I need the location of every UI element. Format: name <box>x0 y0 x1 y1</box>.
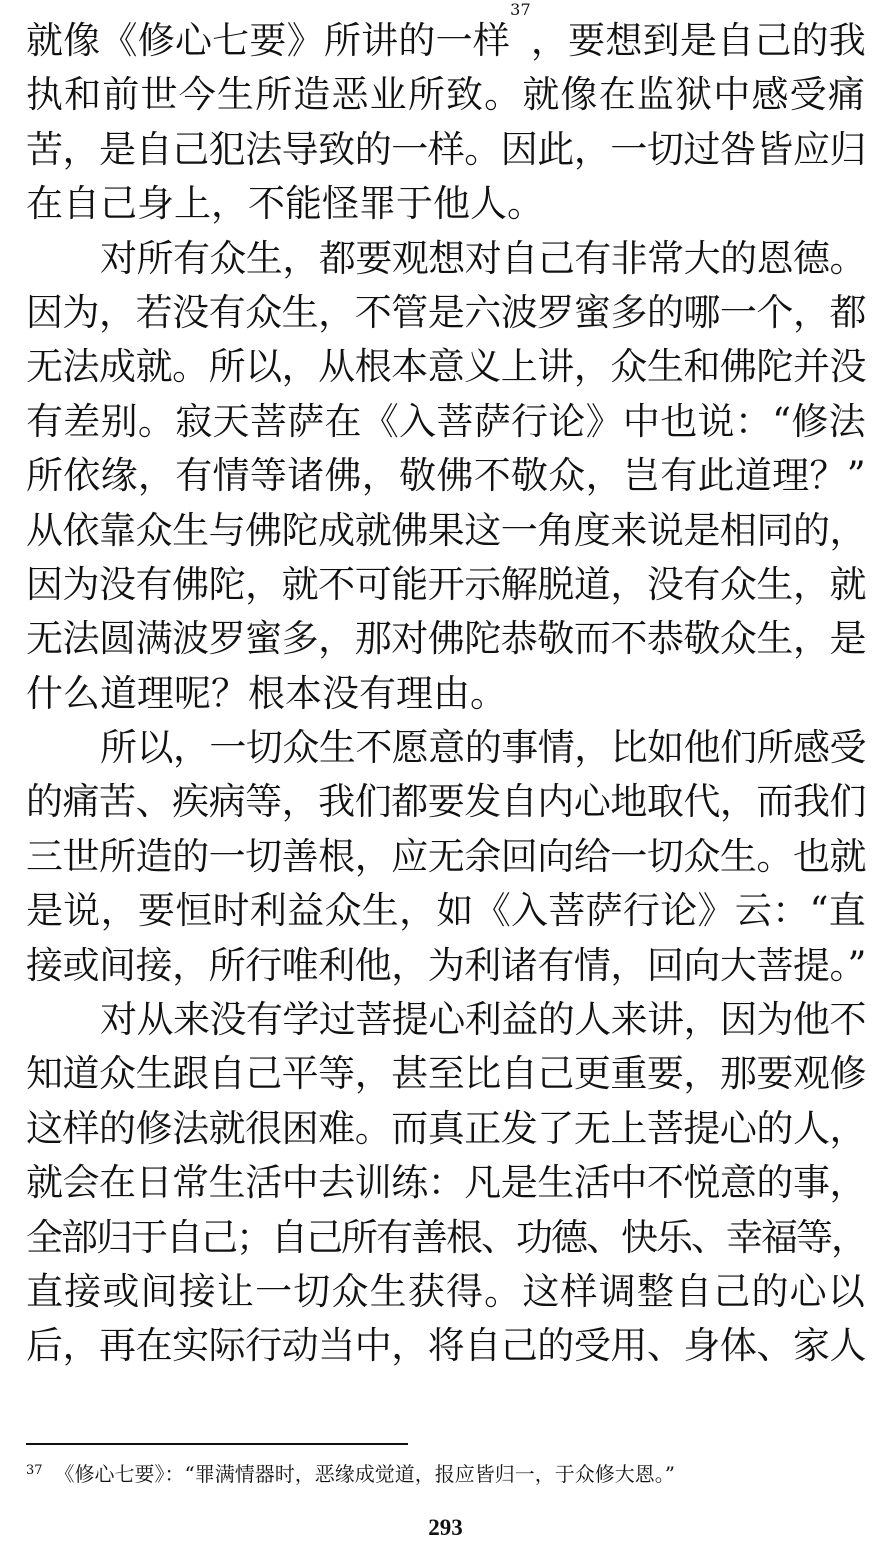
text-line: 的痛苦、疾病等，我们都要发自内心地取代，而我们 <box>26 780 866 824</box>
footnote-reference[interactable]: 37 <box>510 0 531 19</box>
page-number: 293 <box>428 1515 463 1540</box>
text-line: 有差别。寂天菩萨在《入菩萨行论》中也说：“修法 <box>26 399 866 443</box>
text-line: 这样的修法就很困难。而真正发了无上菩提心的人， <box>26 1106 866 1150</box>
text-line: 因为，若没有众生，不管是六波罗蜜多的哪一个，都 <box>26 290 866 334</box>
text-line: 全部归于自己；自己所有善根、功德、快乐、幸福等， <box>26 1215 866 1259</box>
text-line: 所依缘，有情等诸佛，敬佛不敬众，岂有此道理？” <box>26 454 866 498</box>
text-line: 什么道理呢？根本没有理由。 <box>26 671 507 715</box>
text-line: 无法圆满波罗蜜多，那对佛陀恭敬而不恭敬众生，是 <box>26 617 866 661</box>
text-segment: ，要想到是自己的我 <box>530 19 867 62</box>
text-line <box>26 0 867 68</box>
paragraph-first-line: 对所有众生，都要观想对自己有非常大的恩德。 <box>100 236 866 280</box>
paragraph-first-line: 所以，一切众生不愿意的事情，比如他们所感受 <box>100 726 866 770</box>
footnote-number: 37 <box>26 1463 43 1478</box>
body-text <box>26 0 867 1374</box>
text-line: 直接或间接让一切众生获得。这样调整自己的心以 <box>26 1269 866 1313</box>
text-line: 在自己身上，不能怪罪于他人。 <box>26 182 544 226</box>
text-segment: 就像《修心七要》所讲的一样 <box>26 19 511 62</box>
text-line: 因为没有佛陀，就不可能开示解脱道，没有众生，就 <box>26 562 866 606</box>
footnote-text: 《修心七要》：“罪满情器时，恶缘成觉道，报应皆归一，于众修大恩。” <box>54 1462 675 1486</box>
text-line: 就会在日常生活中去训练：凡是生活中不悦意的事， <box>26 1161 866 1205</box>
text-line: 后，再在实际行动当中，将自己的受用、身体、家人 <box>26 1324 866 1368</box>
text-line: 无法成就。所以，从根本意义上讲，众生和佛陀并没 <box>26 345 866 389</box>
text-line: 执和前世今生所造恶业所致。就像在监狱中感受痛 <box>26 73 866 117</box>
text-line: 从依靠众生与佛陀成就佛果这一角度来说是相同的， <box>26 508 866 552</box>
text-line: 三世所造的一切善根，应无余回向给一切众生。也就 <box>26 834 866 878</box>
footnote-divider <box>26 1443 408 1445</box>
paragraph-first-line: 对从来没有学过菩提心利益的人来讲，因为他不 <box>100 998 866 1042</box>
text-line: 接或间接，所行唯利他，为利诸有情，回向大菩提。” <box>26 943 866 987</box>
text-line: 苦，是自己犯法导致的一样。因此，一切过咎皆应归 <box>26 127 866 171</box>
text-line: 是说，要恒时利益众生，如《入菩萨行论》云：“直 <box>26 889 866 933</box>
footnote <box>26 1460 675 1492</box>
text-line: 知道众生跟自己平等，甚至比自己更重要，那要观修 <box>26 1052 866 1096</box>
